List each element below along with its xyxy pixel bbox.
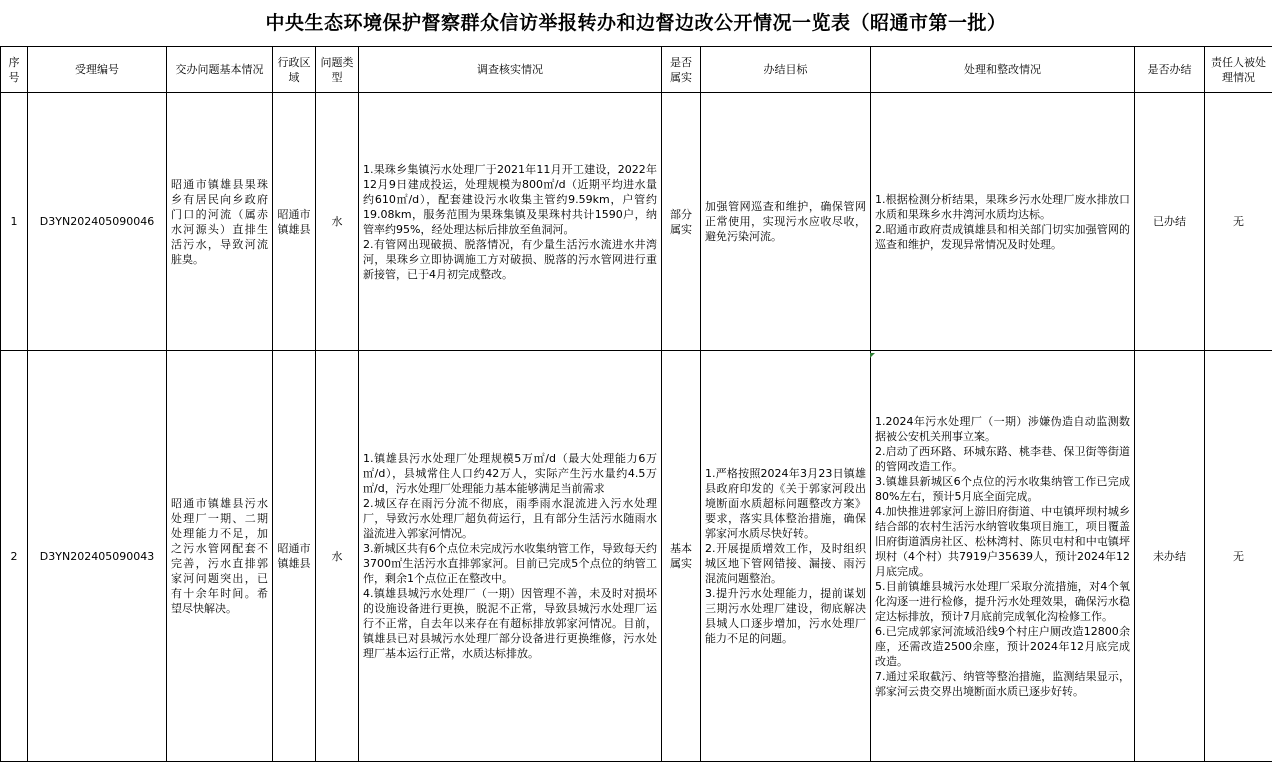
cell-rectification[interactable]: 1.根据检测分析结果，果珠乡污水处理厂废水排放口水质和果珠乡水井湾河水质均达标。 2.昭通市政府责成镇雄县和相关部门切实加强管网的巡查和维护，发现异常情况及时处理。 xyxy=(871,93,1135,351)
col-header-verified[interactable]: 是否属实 xyxy=(662,47,701,93)
col-header-closed[interactable]: 是否办结 xyxy=(1135,47,1205,93)
cell-verified[interactable]: 部分属实 xyxy=(662,93,701,351)
cell-target[interactable]: 加强管网巡查和维护，确保管网正常使用，实现污水应收尽收，避免污染河流。 xyxy=(701,93,871,351)
data-table xyxy=(0,46,1272,762)
col-header-rectification[interactable]: 处理和整改情况 xyxy=(871,47,1135,93)
cell-closed[interactable]: 已办结 xyxy=(1135,93,1205,351)
cell-summary[interactable]: 昭通市镇雄县污水处理厂一期、二期处理能力不足，加之污水管网配套不完善，污水直排郭家河问题突出，已有十余年时间。希望尽快解决。 xyxy=(167,351,273,762)
cell-type[interactable]: 水 xyxy=(316,351,359,762)
cell-region[interactable]: 昭通市镇雄县 xyxy=(273,93,316,351)
cell-seq[interactable]: 1 xyxy=(1,93,28,351)
cell-comment-indicator-icon[interactable] xyxy=(870,353,875,358)
header-row xyxy=(1,47,1272,93)
cell-accountability[interactable]: 无 xyxy=(1205,351,1272,762)
cell-accountability[interactable]: 无 xyxy=(1205,93,1272,351)
cell-rectification[interactable]: 1.2024年污水处理厂（一期）涉嫌伪造自动监测数据被公安机关刑事立案。 2.启动了西环路、环城东路、桃李巷、保卫街等街道的管网改造工作。 3.镇雄县新城区6个点位的污水收集纳管工作已完成80%左右，预计5月底全面完成。 4.加快推进郭家河上游旧府街道、中屯镇坪坝村城乡结合部的农村生活污水纳管收集项目施工，项目覆盖旧府街道酒房社区、松林湾村、陈贝屯村和中屯镇坪坝村（4个村）共7919户35639人，预计2024年12月底完成。 5.目前镇雄县城污水处理厂采取分流措施，对4个氧化沟逐一进行检修，提升污水处理效果，确保污水稳定达标排放，预计7月底前完成氧化沟检修工作。 6.已完成郭家河流域沿线9个村庄户厕改造12800余座，还需改造2500余座，预计2024年12月底完成改造。 7.通过采取截污、纳管等整治措施，监测结果显示，郭家河云贵交界出境断面水质已逐步好转。 xyxy=(871,351,1135,762)
cell-id[interactable]: D3YN202405090046 xyxy=(28,93,167,351)
cell-closed[interactable]: 未办结 xyxy=(1135,351,1205,762)
sheet-title: 中央生态环境保护督察群众信访举报转办和边督边改公开情况一览表（昭通市第一批） xyxy=(265,12,1007,34)
cell-seq[interactable]: 2 xyxy=(1,351,28,762)
table-row xyxy=(1,351,1272,762)
cell-investigation[interactable]: 1.果珠乡集镇污水处理厂于2021年11月开工建设，2022年12月9日建成投运，处理规模为800㎡/d（近期平均进水量约610㎡/d），配套建设污水收集主管约9.59km，户管约19.08km，服务范围为果珠集镇及果珠村共计1590户，纳管率约95%，经处理达标后排放至鱼洞河。 2.有管网出现破损、脱落情况，有少量生活污水流进水井湾河，果珠乡立即协调施工方对破损、脱落的污水管网进行重新接管，已于4月初完成整改。 xyxy=(359,93,662,351)
cell-region[interactable]: 昭通市镇雄县 xyxy=(273,351,316,762)
cell-type[interactable]: 水 xyxy=(316,93,359,351)
cell-summary[interactable]: 昭通市镇雄县果珠乡有居民向乡政府门口的河流（属赤水河源头）直排生活污水，导致河流脏臭。 xyxy=(167,93,273,351)
col-header-region[interactable]: 行政区域 xyxy=(273,47,316,93)
col-header-id[interactable]: 受理编号 xyxy=(28,47,167,93)
col-header-investigation[interactable]: 调查核实情况 xyxy=(359,47,662,93)
col-header-seq[interactable]: 序号 xyxy=(1,47,28,93)
col-header-target[interactable]: 办结目标 xyxy=(701,47,871,93)
cell-investigation[interactable]: 1.镇雄县污水处理厂处理规模5万㎡/d（最大处理能力6万㎡/d），县城常住人口约42万人，实际产生污水量约4.5万㎡/d，污水处理厂处理能力基本能够满足当前需求 2.城区存在雨污分流不彻底，雨季雨水混流进入污水处理厂，导致污水处理厂超负荷运行，且有部分生活污水随雨水溢流进入郭家河情况。 3.新城区共有6个点位未完成污水收集纳管工作，导致每天约3700㎡生活污水直排郭家河。目前已完成5个点位的纳管工作，剩余1个点位正在整改中。 4.镇雄县城污水处理厂（一期）因管理不善，未及时对损坏的设施设备进行更换，脱泥不正常，导致县城污水处理厂运行不正常，自去年以来存在有超标排放郭家河情况。目前，镇雄县已对县城污水处理厂部分设备进行更换维修，污水处理厂基本运行正常，水质达标排放。 xyxy=(359,351,662,762)
cell-verified[interactable]: 基本属实 xyxy=(662,351,701,762)
cell-id[interactable]: D3YN202405090043 xyxy=(28,351,167,762)
col-header-type[interactable]: 问题类型 xyxy=(316,47,359,93)
col-header-summary[interactable]: 交办问题基本情况 xyxy=(167,47,273,93)
table-row xyxy=(1,93,1272,351)
col-header-accountability[interactable]: 责任人被处理情况 xyxy=(1205,47,1272,93)
cell-target[interactable]: 1.严格按照2024年3月23日镇雄县政府印发的《关于郭家河段出境断面水质超标问题整改方案》要求，落实具体整治措施，确保郭家河水质尽快好转。 2.开展提质增效工作，及时组织城区地下管网错接、漏接、雨污混流问题整治。 3.提升污水处理能力，提前谋划三期污水处理厂建设，彻底解决县城人口逐步增加，污水处理厂能力不足的问题。 xyxy=(701,351,871,762)
